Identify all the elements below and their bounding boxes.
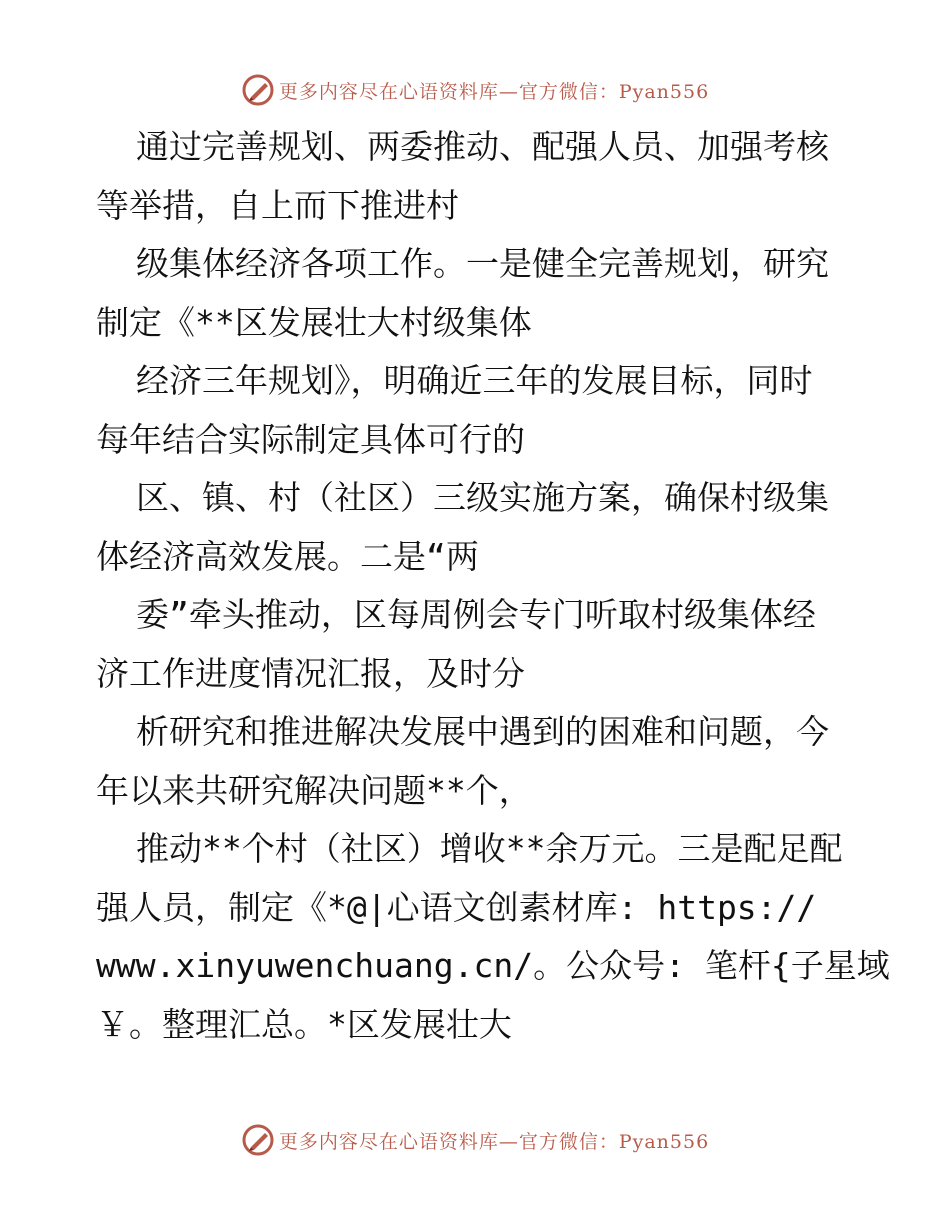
text-line: 年以来共研究解决问题**个， — [96, 770, 532, 810]
text-line: 推动**个村（社区）增收**余万元。三是配足配 — [136, 829, 843, 868]
text-line: 通过完善规划、两委推动、配强人员、加强考核 — [136, 127, 829, 166]
text-line: 制定《**区发展壮大村级集体 — [96, 302, 532, 342]
document-body — [96, 118, 890, 1054]
text-line: 委”牵头推动，区每周例会专门听取村级集体经 — [136, 595, 816, 634]
text-line: 每年结合实际制定具体可行的 — [96, 419, 525, 459]
text-line: 经济三年规划》，明确近三年的发展目标，同时 — [136, 361, 813, 400]
watermark-banner-bottom — [0, 1120, 950, 1160]
text-line: 析研究和推进解决发展中遇到的困难和问题，今 — [136, 712, 829, 751]
text-line: 体经济高效发展。二是“两 — [96, 536, 479, 576]
watermark-text: 更多内容尽在心语资料库—官方微信：Pyan556 — [278, 80, 710, 103]
text-line: www.xinyuwenchuang.cn/。公众号: 笔杆{子星域 — [96, 946, 890, 985]
text-line: 等举措，自上而下推进村 — [96, 185, 459, 225]
watermark-text: 更多内容尽在心语资料库—官方微信：Pyan556 — [278, 1130, 710, 1153]
text-line: 级集体经济各项工作。一是健全完善规划，研究 — [136, 244, 829, 283]
text-line: ￥。整理汇总。*区发展壮大 — [96, 1004, 512, 1044]
text-line: 区、镇、村（社区）三级实施方案，确保村级集 — [136, 478, 829, 517]
text-line: 强人员，制定《*@|心语文创素材库: https:// — [96, 887, 817, 927]
text-line: 济工作进度情况汇报，及时分 — [96, 653, 525, 693]
watermark-banner-top — [0, 70, 950, 110]
pen-logo-icon — [241, 73, 275, 107]
pen-logo-icon — [241, 1123, 275, 1157]
